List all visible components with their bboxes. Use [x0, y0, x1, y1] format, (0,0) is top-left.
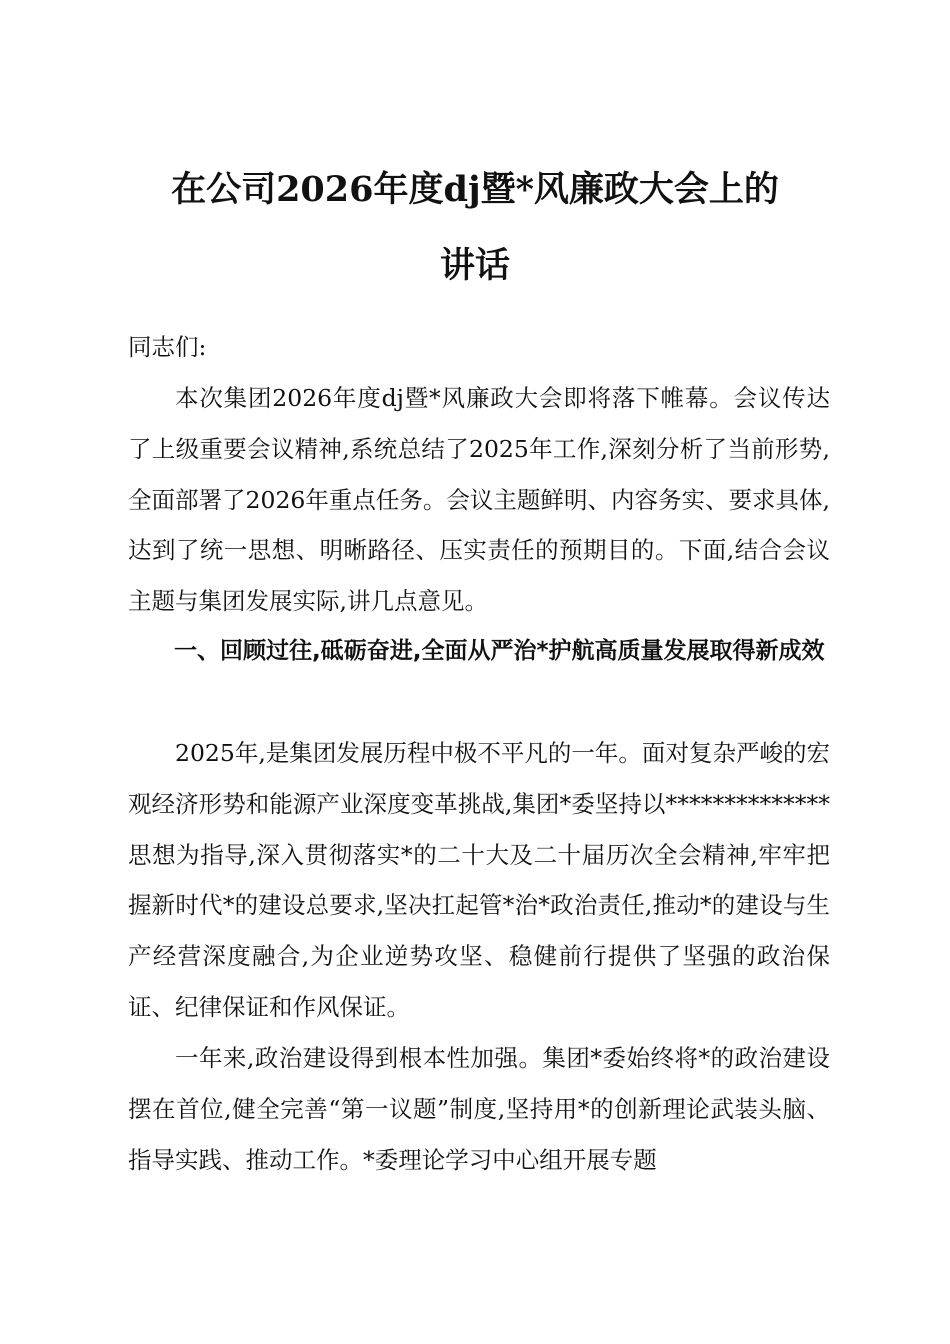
paragraph-review-2025: 2025年,是集团发展历程中极不平凡的一年。面对复杂严峻的宏观经济形势和能源产业深度变革挑战,集团*委坚持以**************思想为指导,深入贯彻落实*的二十大及二十届历次全会精神,牢牢把握新时代*的建设总要求,坚决扛起管*治*政治责任,推动*的建设与生产经营深度融合,为企业逆势攻坚、稳健前行提供了坚强的政治保证、纪律保证和作风保证。	[128, 739, 830, 1021]
section-heading-1: 一、回顾过往,砥砺奋进,全面从严治*护航高质量发展取得新成效	[174, 638, 825, 664]
document-title-line-1: 在公司2026年度dj暨*风廉政大会上的	[171, 169, 779, 210]
paragraph-political-building: 一年来,政治建设得到根本性加强。集团*委始终将*的政治建设摆在首位,健全完善“第一议题”制度,坚持用*的创新理论武装头脑、指导实践、推动工作。*委理论学习中心组开展专题	[128, 1044, 830, 1174]
greeting: 同志们:	[128, 333, 207, 361]
paragraph-intro: 本次集团2026年度dj暨*风廉政大会即将落下帷幕。会议传达了上级重要会议精神,系统总结了2025年工作,深刻分析了当前形势,全面部署了2026年重点任务。会议主题鲜明、内容务实、要求具体,达到了统一思想、明晰路径、压实责任的预期目的。下面,结合会议主题与集团发展实际,讲几点意见。	[128, 384, 830, 616]
document-title-line-2: 讲话	[439, 245, 510, 286]
